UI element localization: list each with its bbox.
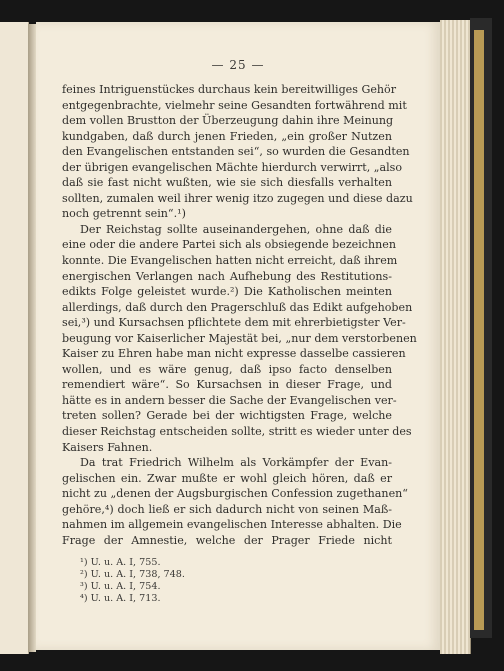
- body-text: [62, 82, 417, 548]
- book-page: [36, 22, 440, 650]
- text-line: feines Intriguenstückes durchaus kein bereitwilliges Gehör: [62, 83, 397, 96]
- text-line: wollen, und es wäre genug, daß ipso facto denselben: [62, 362, 392, 376]
- text-line: Frage der Amnestie, welche der Prager Friede nicht: [62, 533, 392, 547]
- text-line: dieser Reichstag entscheiden sollte, stritt es wieder unter des: [62, 425, 412, 439]
- left-page-edge: [0, 22, 29, 654]
- text-line: den Evangelischen entstanden sei“, so wurden die Gesandten: [62, 145, 410, 159]
- book-cover-spine: [474, 30, 484, 630]
- footnote: ⁴) U. u. A. I, 713.: [80, 593, 161, 605]
- text-line: edikts Folge geleistet wurde.²) Die Katholischen meinten: [62, 285, 392, 299]
- text-line: dem vollen Brustton der Überzeugung dahin ihre Meinung: [62, 114, 394, 128]
- footnote: ²) U. u. A. I, 738, 748.: [80, 569, 185, 581]
- text-line: energischen Verlangen nach Aufhebung des Restitutions-: [62, 269, 392, 283]
- text-line: nicht zu „denen der Augsburgischen Confession zugethanen“: [62, 487, 408, 501]
- book-gutter: [28, 24, 36, 652]
- text-line: beugung vor Kaiserlicher Majestät bei, „nur dem verstorbenen: [62, 331, 417, 345]
- page-edges: [440, 20, 471, 654]
- text-line: noch getrennt sein“.¹): [62, 207, 186, 221]
- text-line: gehöre,⁴) doch ließ er sich dadurch nicht von seinen Maß-: [62, 502, 392, 516]
- text-line: daß sie fast nicht wußten, wie sie sich diesfalls verhalten: [62, 176, 392, 190]
- text-line: sei,³) und Kursachsen pflichtete dem mit ehrerbietigster Ver-: [62, 316, 406, 330]
- text-line: Der Reichstag sollte auseinandergehen, ohne daß die: [80, 222, 392, 236]
- text-line: konnte. Die Evangelischen hatten nicht erreicht, daß ihrem: [62, 254, 398, 268]
- text-line: nahmen im allgemein evangelischen Interesse abhalten. Die: [62, 518, 402, 532]
- text-line: Da trat Friedrich Wilhelm als Vorkämpfer der Evan-: [80, 456, 392, 470]
- footnote: ¹) U. u. A. I, 755.: [80, 557, 161, 568]
- text-line: hätte es in andern besser die Sache der Evangelischen ver-: [62, 393, 397, 407]
- text-line: Kaiser zu Ehren habe man nicht expresse dasselbe cassieren: [62, 347, 406, 361]
- text-line: kundgaben, daß durch jenen Frieden, „ein großer Nutzen: [62, 129, 392, 143]
- text-line: treten sollen? Gerade bei der wichtigsten Frage, welche: [62, 409, 392, 423]
- text-line: der übrigen evangelischen Mächte hierdurch verwirrt, „also: [62, 160, 403, 174]
- text-line: remendiert wäre“. So Kursachsen in dieser Frage, und: [62, 378, 392, 392]
- page-number: — 25 —: [211, 58, 265, 72]
- text-line: eine oder die andere Partei sich als obsiegende bezeichnen: [62, 238, 397, 252]
- text-line: allerdings, daß durch den Pragerschluß das Edikt aufgehoben: [62, 300, 413, 314]
- footnote: ³) U. u. A. I, 754.: [80, 581, 161, 593]
- text-line: Kaisers Fahnen.: [62, 440, 153, 454]
- text-line: entgegenbrachte, vielmehr seine Gesandten fortwährend mit: [62, 98, 407, 112]
- footnotes: [80, 557, 340, 605]
- text-line: sollten, zumalen weil ihrer wenig itzo zugegen und diese dazu: [62, 191, 413, 205]
- text-line: gelischen ein. Zwar mußte er wohl gleich hören, daß er: [62, 471, 392, 485]
